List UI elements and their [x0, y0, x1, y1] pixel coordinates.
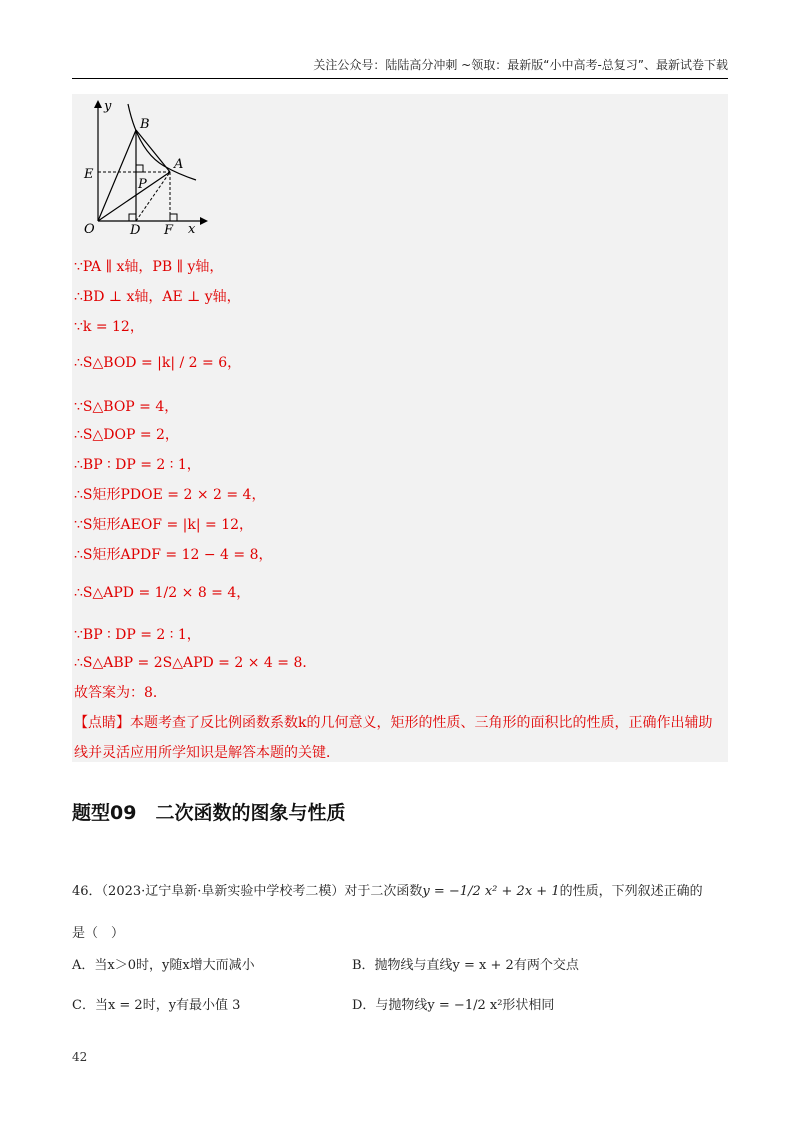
question-function: y = −1/2 x² + 2x + 1 — [422, 884, 560, 899]
option-a: A．当x＞0时，y随x增大而减小 — [72, 958, 255, 973]
label-O: O — [84, 222, 95, 236]
solution-box — [72, 94, 728, 762]
solution-line: ∴BD ⊥ x轴，AE ⊥ y轴， — [74, 289, 241, 305]
geometry-figure — [78, 96, 208, 236]
solution-line: ∴S△ABP = 2S△APD = 2 × 4 = 8． — [74, 655, 317, 671]
label-A: A — [174, 157, 184, 172]
note-line: 线并灵活应用所学知识是解答本题的关键． — [74, 745, 340, 761]
solution-line: ∵S矩形AEOF = |k| = 12， — [74, 517, 254, 533]
option-c: C．当x = 2时，y有最小值 3 — [72, 998, 241, 1013]
label-P: P — [138, 177, 147, 192]
question-source: （2023·辽宁阜新·阜新实验中学校考二模）对于二次函数 — [101, 884, 423, 899]
answer-line: 故答案为：8． — [74, 685, 167, 701]
question-line-2: 是（ ） — [72, 926, 125, 941]
option-d: D．与抛物线y = −1/2 x²形状相同 — [352, 998, 555, 1013]
label-x: x — [188, 222, 196, 236]
page-header: 关注公众号：陆陆高分冲刺 ~领取：最新版“小中高考-总复习”、最新试卷下载 — [72, 56, 728, 79]
solution-line: ∴S矩形APDF = 12 − 4 = 8， — [74, 547, 273, 563]
question-line-1 — [72, 880, 703, 899]
section-title: 题型09 二次函数的图象与性质 — [72, 802, 346, 824]
solution-line: ∵PA ∥ x轴，PB ∥ y轴， — [74, 259, 224, 275]
solution-line: ∵S△BOP = 4， — [74, 399, 179, 415]
solution-line: ∴BP ∶ DP = 2 ∶ 1， — [74, 457, 201, 473]
label-B: B — [140, 117, 150, 132]
question-tail: 的性质，下列叙述正确的 — [559, 884, 703, 899]
label-F: F — [164, 223, 174, 236]
question-number: 46． — [72, 884, 102, 899]
label-y: y — [104, 99, 112, 114]
solution-line: ∴S△APD = 1/2 × 8 = 4， — [74, 585, 251, 601]
solution-line: ∵k = 12， — [74, 319, 144, 335]
solution-line: ∴S△DOP = 2， — [74, 427, 179, 443]
solution-line: ∴S矩形PDOE = 2 × 2 = 4， — [74, 487, 266, 503]
note-line: 【点睛】本题考查了反比例函数系数k的几何意义，矩形的性质、三角形的面积比的性质，正确作出辅助 — [74, 715, 713, 731]
page-number: 42 — [72, 1050, 88, 1064]
solution-line: ∵BP ∶ DP = 2 ∶ 1， — [74, 627, 201, 643]
option-b: B．抛物线与直线y = x + 2有两个交点 — [352, 958, 579, 973]
label-D: D — [130, 223, 141, 236]
solution-line: ∴S△BOD = |k| / 2 = 6， — [74, 355, 242, 371]
label-E: E — [84, 167, 94, 182]
